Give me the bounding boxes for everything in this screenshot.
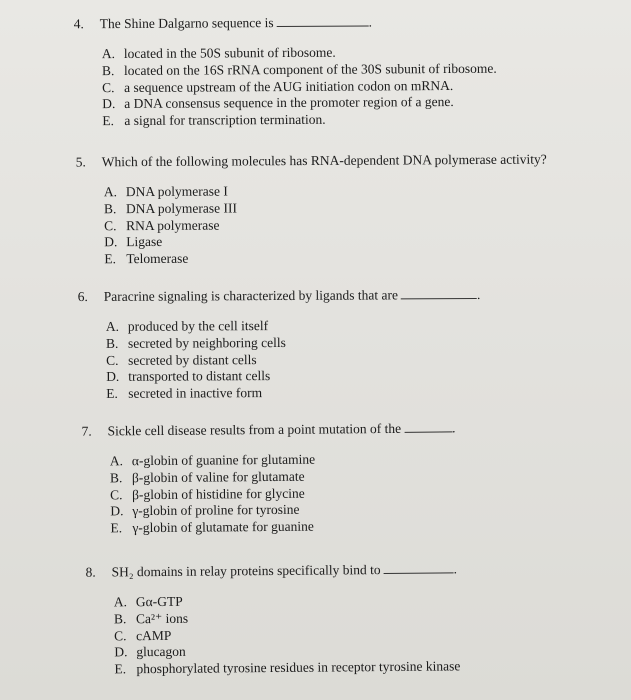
option-d: D. a DNA consensus sequence in the promoter region of a gene. [102,94,454,112]
question-stem: 7. Sickle cell disease results from a point mutation of the . [81,420,456,439]
answer-blank [404,419,452,432]
question-stem: 4. The Shine Dalgarno sequence is . [73,14,373,32]
option-c: C. RNA polymerase [104,217,220,233]
option-b: B. β-globin of valine for glutamate [109,468,305,486]
question-text: Sickle cell disease results from a point mutation of the [107,420,402,439]
option-b: B. located on the 16S rRNA component of the 30S subunit of ribosome. [101,60,497,78]
question-6 [78,286,481,403]
option-c: C. β-globin of histidine for glycine [110,485,305,502]
options-list [114,591,461,678]
option-d: D. Ligase [104,234,163,250]
option-c: C. a sequence upstream of the AUG initiation codon on mRNA. [102,77,454,95]
options-list [110,450,457,537]
option-e: E. Telomerase [104,250,189,267]
answer-blank [401,286,477,299]
question-number: 5. [75,154,86,170]
question-text: SH₂ domains in relay proteins specifically bind to [111,562,381,580]
option-e: E. phosphorylated tyrosine residues in receptor tyrosine kinase [114,658,461,677]
question-7 [82,419,457,537]
option-a: A. produced by the cell itself [105,318,269,334]
question-text: The Shine Dalgarno sequence is [99,15,274,32]
question-8 [86,560,461,678]
option-b: B. DNA polymerase III [103,200,238,217]
question-stem: 6. Paracrine signaling is characterized by ligands that are . [77,286,481,305]
question-number: 7. [81,423,92,439]
option-d: D. glucagon [114,644,186,660]
answer-blank [277,13,369,27]
option-a: A. located in the 50S subunit of ribosome. [101,44,336,62]
option-e: E. a signal for transcription termination. [102,111,326,129]
option-a: A. DNA polymerase I [103,183,228,200]
question-4 [74,13,497,131]
option-e: E. γ-globin of glutamate for guanine [110,518,314,536]
option-d: D. transported to distant cells [106,368,271,385]
option-b: B. secreted by neighboring cells [105,334,286,351]
option-b: B. Ca²⁺ ions [113,610,189,627]
option-e: E. secreted in inactive form [106,385,263,402]
question-stem [76,151,547,171]
options-list [106,317,481,403]
options-list [104,182,548,269]
question-text: Paracrine signaling is characterized by ligands that are [103,287,399,304]
option-d: D. γ-globin of proline for tyrosine [110,502,300,519]
options-list [102,44,497,130]
answer-blank [384,560,454,574]
question-text: Which of the following molecules has RNA-dependent DNA polymerase activity? [101,151,547,170]
question-stem: 8. SH₂ domains in relay proteins specifically bind to . [85,561,458,580]
option-c: C. cAMP [114,627,172,643]
question-number: 4. [73,16,84,32]
option-a: A. α-globin of guanine for glutamine [109,451,316,469]
option-a: A. Gα-GTP [113,593,183,610]
option-c: C. secreted by distant cells [106,351,257,368]
question-number: 8. [85,564,96,580]
question-5 [76,151,548,269]
question-number: 6. [77,289,88,305]
